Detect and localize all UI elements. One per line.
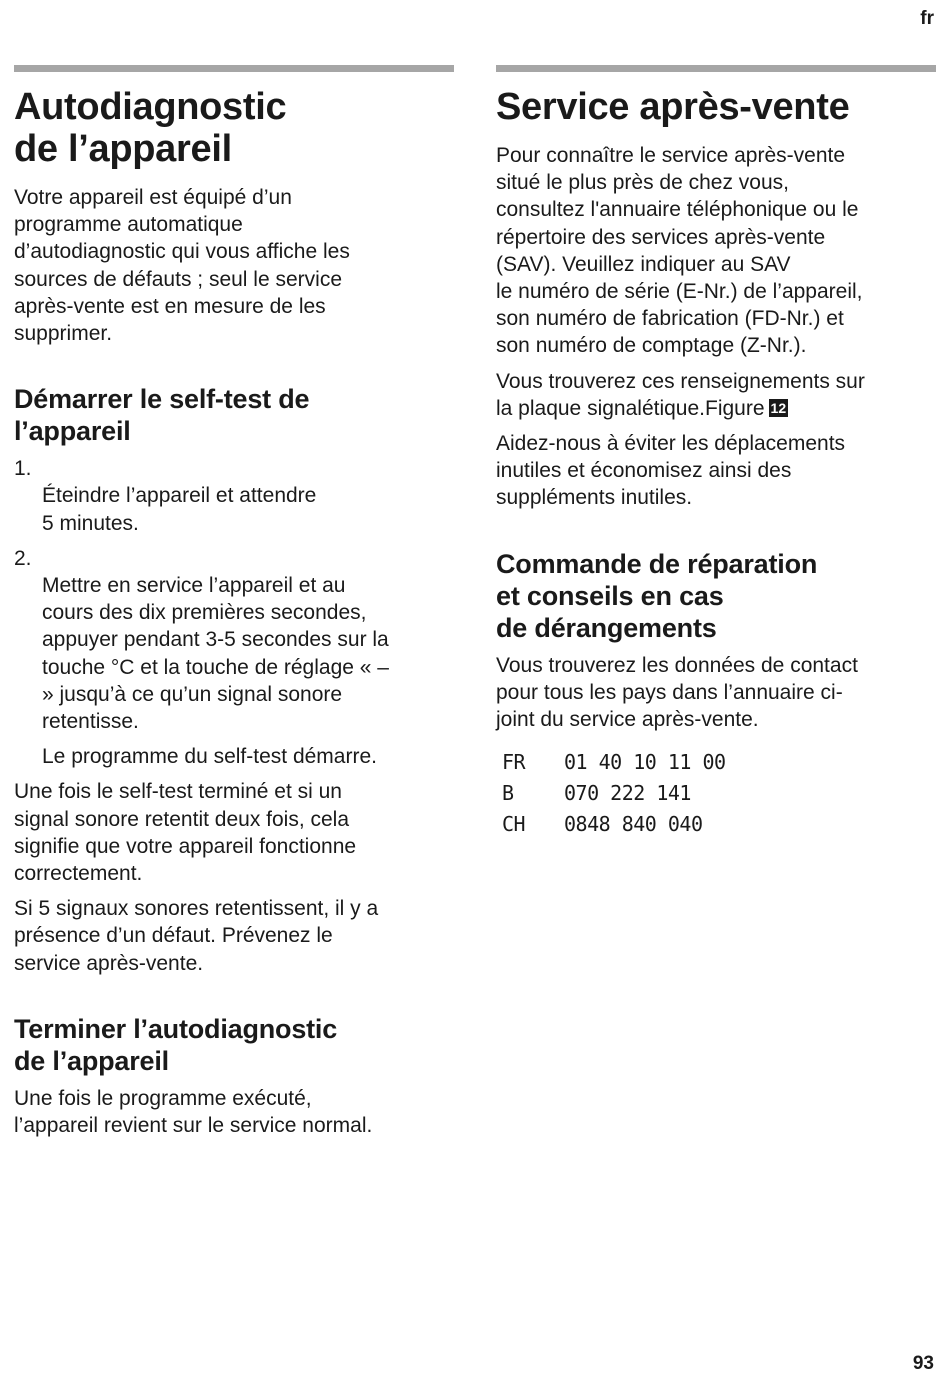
phone-number: 0848 840 040 [564,812,703,837]
section-rule [496,65,936,72]
step-number: 1. [14,457,32,481]
country-code: CH [502,812,526,837]
step-result: Le programme du self-test démarre. [42,745,377,769]
self-test-fault-paragraph: Si 5 signaux sonores retentissent, il y a présence d’un défaut. Prévenez le service après-vente. [14,897,379,975]
heading-start-self-test: Démarrer le self-test de l’appareil [14,384,310,447]
step-text: Mettre en service l’appareil et au cours des dix premières secondes, appuyer pendant 3-5 secondes sur la touche °C et la touche de réglage « – » jusqu’à ce qu’un signal sonore retentisse. [42,574,389,734]
rating-plate-text: Vous trouverez ces renseignements sur la plaque signalétique.Figure [496,369,865,420]
figure-reference-badge: 12 [770,399,787,416]
rating-plate-paragraph [496,368,936,422]
service-intro-paragraph: Pour connaître le service après-vente situé le plus près de chez vous, consultez l'annuaire téléphonique ou le répertoire des services après-vente (SAV). Veuillez indiquer au SAV le numéro de série (E-Nr.) de l’appareil, son numéro de fabrication (FD-Nr.) et son numéro de comptage (Z-Nr.). [496,144,863,358]
end-autodiagnostic-paragraph: Une fois le programme exécuté, l’appareil revient sur le service normal. [14,1086,373,1138]
phone-number: 070 222 141 [564,781,691,806]
list-item [14,545,454,735]
page-title-service: Service après-vente [496,86,850,128]
table-row [496,809,936,840]
avoid-trips-paragraph: Aidez-nous à éviter les déplacements inutiles et économisez ainsi des suppléments inutiles. [496,432,846,510]
country-code: FR [502,750,526,775]
page-number: 93 [912,1353,934,1374]
left-column [14,65,454,1147]
list-item [14,455,454,537]
steps-list [14,455,454,735]
country-code: B [502,781,514,806]
phone-number: 01 40 10 11 00 [564,750,726,775]
page-title-autodiagnostic: Autodiagnostic de l’appareil [14,86,287,170]
self-test-ok-paragraph: Une fois le self-test terminé et si un signal sonore retentit deux fois, cela signifie que votre appareil fonctionne correctement. [14,780,357,886]
section-rule [14,65,454,72]
heading-end-autodiagnostic: Terminer l’autodiagnostic de l’appareil [14,1013,338,1076]
repair-order-paragraph: Vous trouverez les données de contact pour tous les pays dans l’annuaire ci- joint du service après-vente. [496,653,858,732]
step-number: 2. [14,546,32,570]
heading-repair-order: Commande de réparation et conseils en cas de dérangements [496,548,818,643]
language-code: fr [920,8,934,29]
step-text: Éteindre l’appareil et attendre 5 minutes. [42,484,317,535]
right-column [496,65,936,840]
table-row [496,747,936,778]
table-row [496,778,936,809]
contact-table [496,747,936,840]
intro-paragraph: Votre appareil est équipé d’un programme automatique d’autodiagnostic qui vous affiche les sources de défauts ; seul le service après-vente est en mesure de les supprimer. [14,186,350,346]
